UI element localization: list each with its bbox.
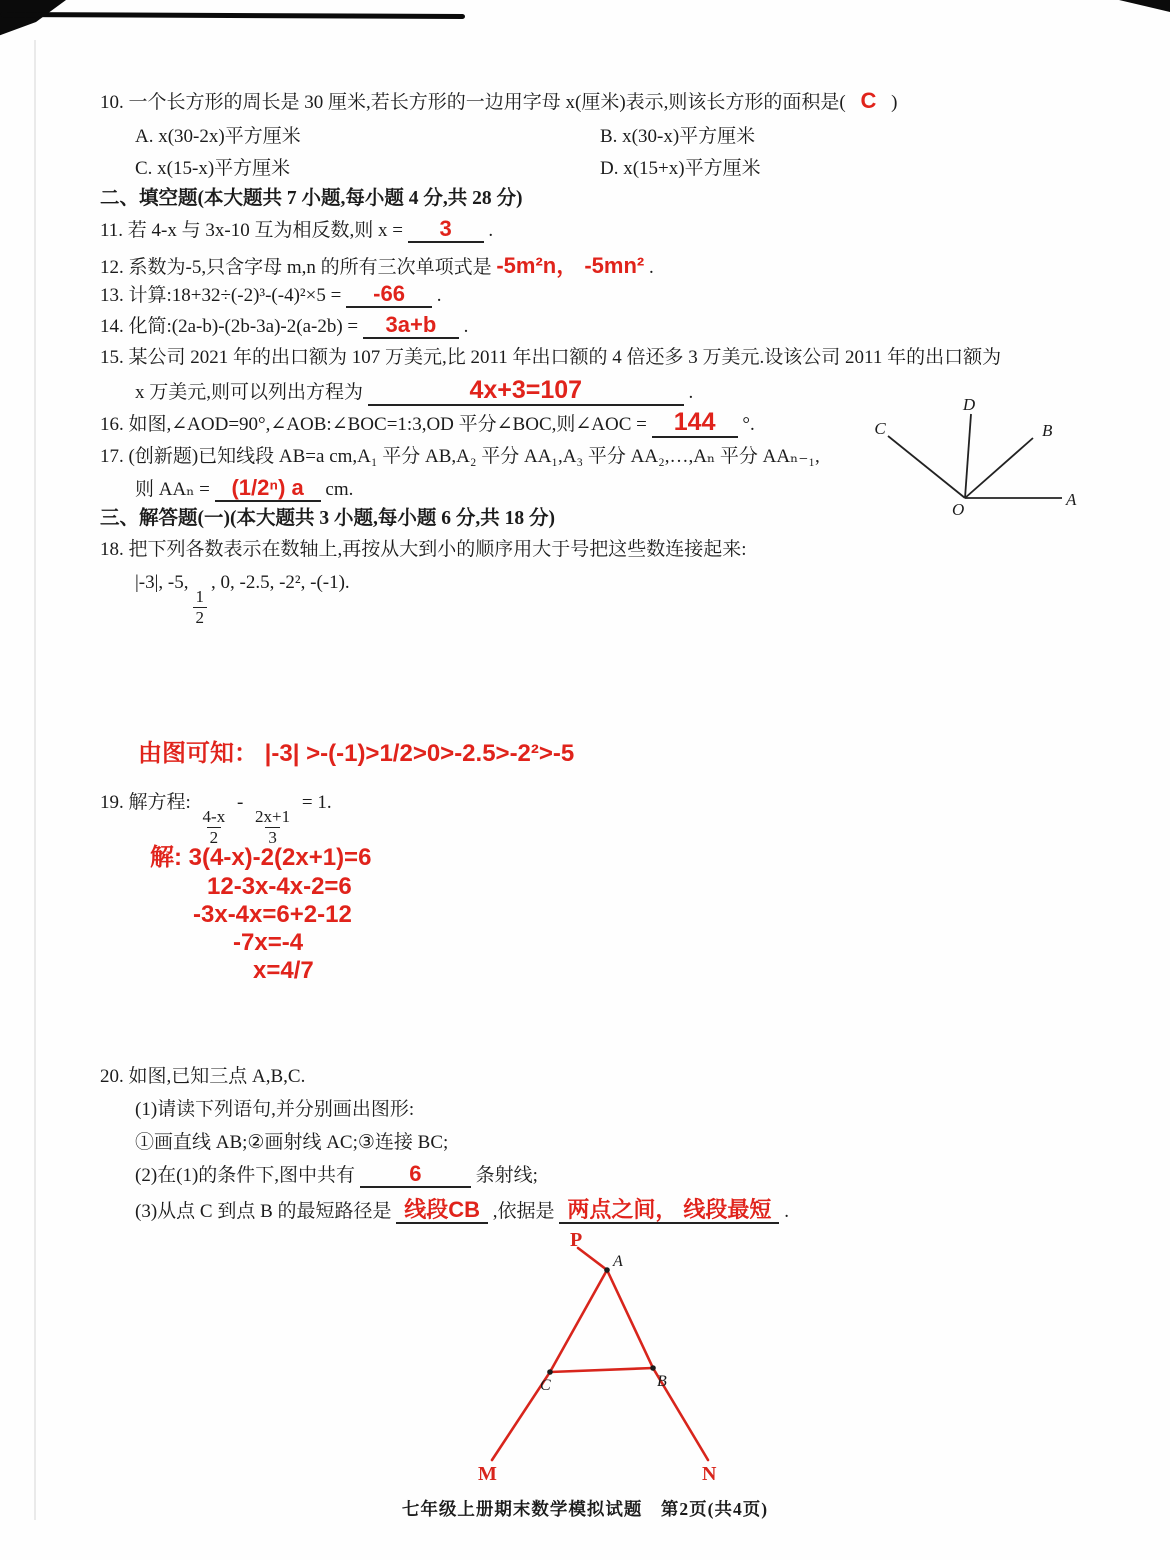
q17-post: cm.	[325, 479, 354, 500]
q20-p3-answer-2: 两点之间， 线段最短	[567, 1197, 772, 1222]
q20-label-c: C	[540, 1377, 551, 1394]
q13-blank	[346, 283, 432, 308]
q18-answer: 由图可知： |-3| >-(-1)>1/2>0>-2.5>-2²>-5	[138, 740, 575, 767]
q10-option-c: C. x(15-x)平方厘米	[135, 158, 291, 179]
q20-p2-answer: 6	[409, 1161, 422, 1186]
q20-label-m: M	[478, 1463, 497, 1485]
q20-label-b: B	[657, 1373, 667, 1390]
q14-text: 14. 化简:(2a-b)-(2b-3a)-2(a-2b) =	[100, 316, 359, 337]
q16-figure	[870, 398, 1085, 518]
q19-text: 19. 解方程:	[100, 792, 191, 813]
question-17-line2	[135, 477, 353, 503]
q20-part2	[135, 1163, 538, 1189]
q10-text: 10. 一个长方形的周长是 30 厘米,若长方形的一边用字母 x(厘米)表示,则该长方形的面积是(	[100, 92, 846, 113]
section-3-header: 三、解答题(一)(本大题共 3 小题,每小题 6 分,共 18 分)	[100, 508, 555, 529]
q10-close: )	[891, 92, 898, 113]
q18-numbers-pre: |-3|, -5,	[135, 572, 189, 593]
q13-text: 13. 计算:18+32÷(-2)³-(-4)²×5 =	[100, 285, 342, 306]
question-13	[100, 283, 442, 309]
q14-blank	[363, 314, 459, 339]
q16-post: °.	[742, 414, 755, 435]
q20-p3-text: (3)从点 C 到点 B 的最短路径是	[135, 1201, 392, 1222]
q11-text: 11. 若 4-x 与 3x-10 互为相反数,则 x =	[100, 220, 403, 241]
section-2-header: 二、填空题(本大题共 7 小题,每小题 4 分,共 28 分)	[100, 188, 523, 209]
q19-solution-line-3: -3x-4x=6+2-12	[193, 901, 352, 928]
q10-option-b: B. x(30-x)平方厘米	[600, 126, 756, 147]
scan-artifact-top-streak	[0, 12, 465, 19]
question-18-numbers	[135, 570, 350, 627]
question-12	[100, 251, 654, 281]
q19-equals: = 1.	[301, 792, 332, 813]
question-18-stem: 18. 把下列各数表示在数轴上,再按从大到小的顺序用大于号把这些数连接起来:	[100, 539, 747, 560]
question-16	[100, 410, 755, 438]
q15-post: .	[688, 382, 694, 403]
q19-solution-line-2: 12-3x-4x-2=6	[207, 873, 352, 900]
q10-option-a: A. x(30-2x)平方厘米	[135, 126, 301, 147]
question-17-line1: 17. (创新题)已知线段 AB=a cm,A₁ 平分 AB,A₂ 平分 AA₁,A₃ 平分 AA₂,…,Aₙ 平分 AAₙ₋₁,	[100, 446, 820, 467]
q20-part1: (1)请读下列语句,并分别画出图形:	[135, 1099, 415, 1120]
q20-part3	[135, 1199, 789, 1225]
q14-answer: 3a+b	[385, 312, 437, 337]
q20-p3-mid: ,依据是	[492, 1201, 555, 1222]
question-20-stem: 20. 如图,已知三点 A,B,C.	[100, 1066, 306, 1087]
q20-figure	[450, 1228, 750, 1488]
q20-p3-blank-1	[396, 1199, 488, 1224]
scan-crease-left	[34, 40, 36, 1520]
q16-label-c: C	[874, 419, 886, 438]
q18-fraction: $\frac{1}{2}$	[193, 587, 208, 627]
q16-label-a: A	[1066, 490, 1077, 509]
q20-p3-blank-2	[559, 1199, 779, 1224]
q15-blank	[368, 378, 684, 406]
q17-answer: (1/2ⁿ) a	[231, 475, 304, 500]
q17-text: 则 AAₙ =	[135, 479, 210, 500]
q20-label-p: P	[570, 1229, 583, 1251]
q14-post: .	[463, 316, 469, 337]
q15-answer: 4x+3=107	[469, 376, 583, 404]
q20-label-a: A	[613, 1253, 623, 1270]
q17-blank	[215, 477, 321, 502]
q20-part1b: ①画直线 AB;②画射线 AC;③连接 BC;	[135, 1132, 449, 1153]
question-19-stem	[100, 790, 332, 847]
q20-p3-answer-1: 线段CB	[404, 1197, 481, 1222]
q10-answer: C	[860, 88, 877, 113]
q16-blank	[652, 410, 738, 438]
q15-text: x 万美元,则可以列出方程为	[135, 382, 364, 403]
q12-answer: -5m²n， -5mn²	[496, 253, 645, 278]
question-15-line2	[135, 378, 693, 406]
q12-text: 12. 系数为-5,只含字母 m,n 的所有三次单项式是	[100, 257, 492, 278]
q20-p2-blank	[360, 1163, 471, 1188]
q20-label-n: N	[702, 1463, 717, 1485]
q11-answer: 3	[439, 216, 452, 241]
q19-solution-line-5: x=4/7	[253, 957, 314, 984]
q19-fraction-2: $\frac{2x+1}{3}$	[255, 807, 291, 847]
question-10-stem	[100, 86, 897, 116]
q16-label-b: B	[1042, 421, 1053, 440]
q16-answer: 144	[673, 408, 716, 436]
q19-solution-line-1: 解: 3(4-x)-2(2x+1)=6	[150, 844, 372, 871]
q16-label-d: D	[962, 398, 976, 414]
q18-numbers-post: , 0, -2.5, -2², -(-1).	[211, 572, 350, 593]
q16-text: 16. 如图,∠AOD=90°,∠AOB:∠BOC=1:3,OD 平分∠BOC,则∠AOC =	[100, 414, 647, 435]
q20-p2-post: 条射线;	[475, 1165, 538, 1186]
question-15-line1: 15. 某公司 2021 年的出口额为 107 万美元,比 2011 年出口额的 4 倍还多 3 万美元.设该公司 2011 年的出口额为	[100, 347, 1002, 368]
q12-post: .	[649, 257, 654, 278]
q11-post: .	[488, 220, 494, 241]
q20-p3-post: .	[784, 1201, 789, 1222]
q16-label-o: O	[952, 500, 965, 518]
q11-blank	[408, 218, 484, 243]
q19-fraction-1: $\frac{4-x}{2}$	[202, 807, 226, 847]
page-footer: 七年级上册期末数学模拟试题 第2页(共4页)	[401, 1499, 769, 1519]
scan-artifact-top-right	[1110, 0, 1170, 12]
question-14	[100, 314, 468, 340]
q10-option-d: D. x(15+x)平方厘米	[600, 158, 761, 179]
question-11	[100, 218, 493, 244]
scan-artifact-top-left	[0, 0, 120, 44]
q19-minus: -	[236, 792, 244, 813]
q13-answer: -66	[373, 281, 405, 306]
q19-solution-line-4: -7x=-4	[233, 929, 304, 956]
q20-p2-text: (2)在(1)的条件下,图中共有	[135, 1165, 356, 1186]
q13-post: .	[436, 285, 442, 306]
